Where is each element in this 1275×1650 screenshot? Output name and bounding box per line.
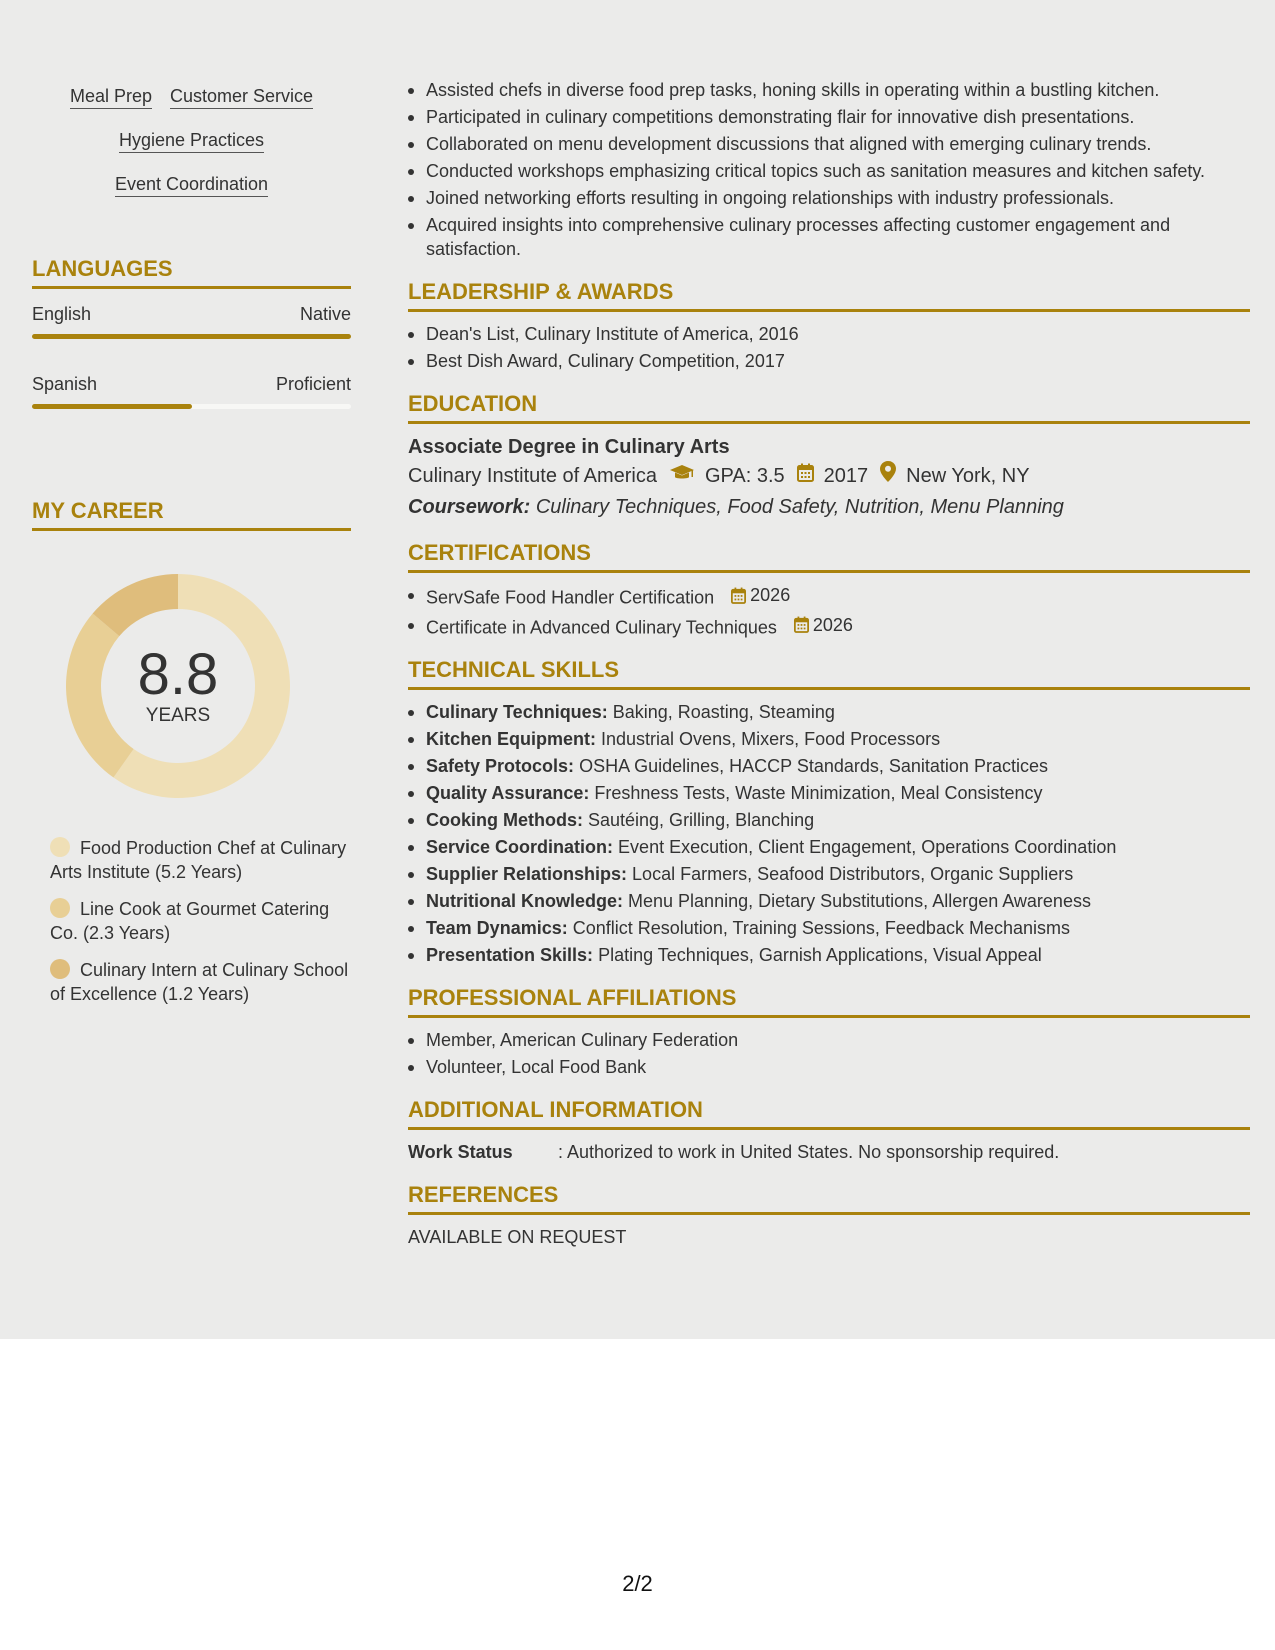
skill-values: Freshness Tests, Waste Minimization, Meal Consistency: [594, 783, 1043, 803]
technical-skill-item: [408, 727, 1250, 751]
calendar-icon: [794, 616, 809, 633]
references-heading: REFERENCES: [408, 1182, 1250, 1215]
skill-values: Event Execution, Client Engagement, Operations Coordination: [618, 837, 1117, 857]
technical-skill-item: [408, 754, 1250, 778]
calendar-icon: [731, 587, 746, 604]
location-pin-icon: [880, 460, 896, 492]
legend-dot: [50, 898, 70, 918]
language-name: Spanish: [32, 374, 98, 394]
career-total-years: 8.8: [137, 642, 219, 707]
skill-values: OSHA Guidelines, HACCP Standards, Sanitation Practices: [579, 756, 1048, 776]
education-section: [408, 391, 1250, 522]
certification-name: ServSafe Food Handler Certification: [426, 587, 715, 608]
language-bar: [32, 404, 351, 409]
education-heading: EDUCATION: [408, 391, 1250, 424]
language-bar-fill: [32, 404, 192, 409]
legend-dot: [50, 959, 70, 979]
skill-category: Culinary Techniques:: [426, 702, 608, 722]
leadership-heading: LEADERSHIP & AWARDS: [408, 279, 1250, 312]
technical-skill-item: [408, 889, 1250, 913]
legend-item: [50, 836, 350, 884]
skill-values: Industrial Ovens, Mixers, Food Processors: [601, 729, 941, 749]
award-item: Dean's List, Culinary Institute of America, 2016: [408, 322, 1250, 346]
gpa: GPA: 3.5: [705, 465, 785, 487]
donut-center: [66, 574, 290, 798]
affiliations-heading: PROFESSIONAL AFFILIATIONS: [408, 985, 1250, 1018]
skill-chip: Meal Prep: [70, 86, 152, 109]
technical-skill-item: [408, 943, 1250, 967]
affiliation-item: Member, American Culinary Federation: [408, 1028, 1250, 1052]
experience-bullet: Participated in culinary competitions demonstrating flair for innovative dish presentations.: [408, 105, 1250, 129]
experience-bullet: Acquired insights into comprehensive culinary processes affecting customer engagement and satisfaction.: [408, 213, 1250, 261]
technical-skill-item: [408, 916, 1250, 940]
skill-category: Nutritional Knowledge:: [426, 891, 623, 911]
experience-bullet: Joined networking efforts resulting in ongoing relationships with industry professionals.: [408, 186, 1250, 210]
references-text: AVAILABLE ON REQUEST: [408, 1227, 627, 1247]
skill-values: Menu Planning, Dietary Substitutions, Allergen Awareness: [628, 891, 1091, 911]
technical-skill-item: [408, 808, 1250, 832]
calendar-icon: [797, 460, 814, 492]
certification-item: [408, 583, 1250, 610]
language-bar: [32, 334, 351, 339]
legend-label: Line Cook at Gourmet Catering Co. (2.3 Years): [50, 899, 330, 943]
skill-row: [32, 174, 351, 197]
additional-info-heading: ADDITIONAL INFORMATION: [408, 1097, 1250, 1130]
career-heading: MY CAREER: [32, 498, 351, 531]
legend-item: [50, 958, 350, 1006]
work-status-row: [408, 1140, 1250, 1164]
education-location: New York, NY: [906, 465, 1030, 487]
technical-skills-heading: TECHNICAL SKILLS: [408, 657, 1250, 690]
skill-values: Sautéing, Grilling, Blanching: [588, 810, 815, 830]
coursework: [408, 492, 1250, 522]
skill-category: Safety Protocols:: [426, 756, 575, 776]
skill-chip: Event Coordination: [115, 174, 268, 197]
career-section: [32, 498, 351, 1004]
technical-skill-item: [408, 862, 1250, 886]
experience-bullet: Collaborated on menu development discussions that aligned with emerging culinary trends.: [408, 132, 1250, 156]
language-level: Proficient: [275, 374, 351, 394]
legend-label: Culinary Intern at Culinary School of Excellence (1.2 Years): [50, 960, 349, 1004]
skill-category: Quality Assurance:: [426, 783, 590, 803]
certifications-heading: CERTIFICATIONS: [408, 540, 1250, 573]
additional-info-section: [408, 1097, 1250, 1164]
award-item: Best Dish Award, Culinary Competition, 2017: [408, 349, 1250, 373]
coursework-list: Culinary Techniques, Food Safety, Nutrition, Menu Planning: [535, 496, 1064, 518]
technical-skill-item: [408, 700, 1250, 724]
skill-category: Kitchen Equipment:: [426, 729, 596, 749]
school-name: Culinary Institute of America: [408, 465, 657, 487]
career-donut-chart: [66, 574, 290, 798]
technical-skill-item: [408, 835, 1250, 859]
experience-bullets: [408, 78, 1250, 261]
certification-year: 2026: [812, 614, 853, 635]
language-bar-fill: [32, 334, 351, 339]
education-details: [408, 460, 1250, 492]
technical-skill-item: [408, 781, 1250, 805]
experience-bullet: Assisted chefs in diverse food prep tasks, honing skills in operating within a bustling kitchen.: [408, 78, 1250, 102]
skill-row: [32, 86, 351, 109]
leadership-section: [408, 279, 1250, 373]
graduation-cap-icon: [669, 460, 695, 492]
affiliations-section: [408, 985, 1250, 1079]
skill-category: Team Dynamics:: [426, 918, 568, 938]
technical-skills-section: [408, 657, 1250, 967]
legend-dot: [50, 837, 70, 857]
language-item: [32, 303, 351, 339]
experience-bullet: Conducted workshops emphasizing critical topics such as sanitation measures and kitchen safety.: [408, 159, 1250, 183]
legend-item: [50, 897, 350, 945]
skill-row: [32, 130, 351, 153]
legend-label: Food Production Chef at Culinary Arts Institute (5.2 Years): [50, 838, 347, 882]
skill-values: Plating Techniques, Garnish Applications, Visual Appeal: [598, 945, 1042, 965]
page-number: 2/2: [622, 1571, 653, 1596]
affiliation-item: Volunteer, Local Food Bank: [408, 1055, 1250, 1079]
coursework-label: Coursework:: [408, 496, 531, 518]
skill-category: Cooking Methods:: [426, 810, 583, 830]
languages-heading: LANGUAGES: [32, 256, 351, 289]
language-item: [32, 373, 351, 409]
certification-item: [408, 613, 1250, 640]
skill-chip: Hygiene Practices: [119, 130, 264, 153]
languages-section: [32, 256, 351, 409]
references-section: [408, 1182, 1250, 1249]
skills-chips: [32, 86, 351, 218]
career-total-unit: YEARS: [145, 705, 211, 726]
work-status-label: Work Status: [408, 1142, 513, 1162]
graduation-year: 2017: [823, 465, 869, 487]
language-name: English: [32, 304, 92, 324]
skill-values: Conflict Resolution, Training Sessions, Feedback Mechanisms: [572, 918, 1070, 938]
career-legend: [50, 836, 350, 1019]
degree-title: Associate Degree in Culinary Arts: [408, 436, 730, 458]
language-level: Native: [299, 304, 351, 324]
skill-category: Service Coordination:: [426, 837, 614, 857]
certification-name: Certificate in Advanced Culinary Techniques: [426, 617, 777, 637]
skill-category: Supplier Relationships:: [426, 864, 628, 884]
certification-year: 2026: [750, 585, 791, 605]
work-status-value: : Authorized to work in United States. No sponsorship required.: [558, 1142, 1060, 1162]
skill-values: Local Farmers, Seafood Distributors, Organic Suppliers: [632, 864, 1074, 884]
right-column: [408, 78, 1250, 1249]
skill-category: Presentation Skills:: [426, 945, 594, 965]
skill-values: Baking, Roasting, Steaming: [612, 702, 835, 722]
certifications-section: [408, 540, 1250, 639]
skill-chip: Customer Service: [170, 86, 313, 109]
